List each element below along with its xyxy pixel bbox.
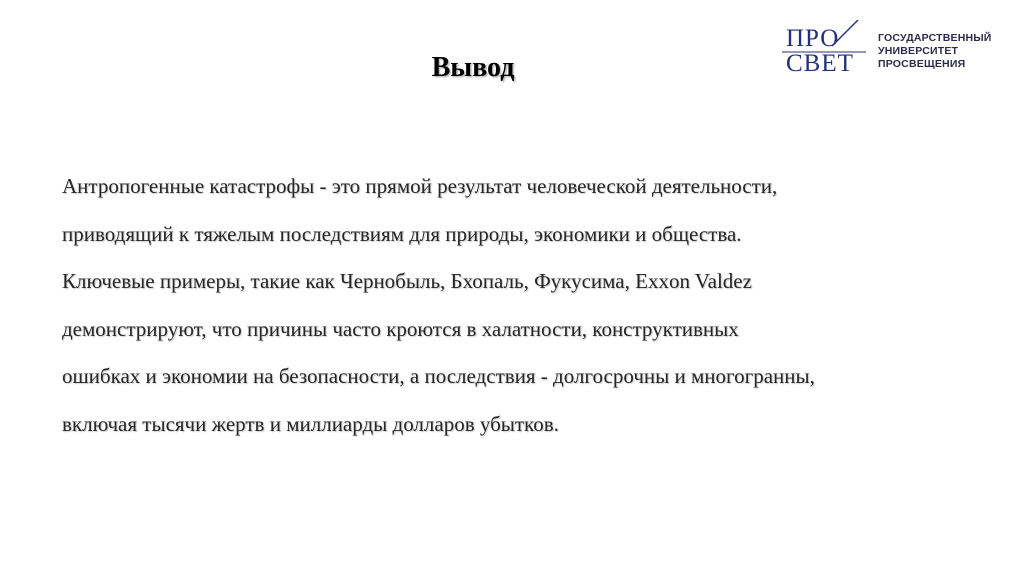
logo-word-pro: ПРО xyxy=(786,25,840,52)
body-line: включая тысячи жертв и миллиарды долларов убытков. xyxy=(62,411,559,436)
body-line: Антропогенные катастрофы - это прямой результат человеческой деятельности, xyxy=(62,174,778,198)
logo-word-svet: СВЕТ xyxy=(786,50,854,77)
slide-body xyxy=(62,163,1002,448)
body-line: демонстрируют, что причины часто кроются в халатности, конструктивных xyxy=(62,316,739,341)
logo-org-line: ГОСУДАРСТВЕННЫЙ xyxy=(878,32,992,44)
slide-title: Вывод xyxy=(431,52,515,83)
logo-org-line: ПРОСВЕЩЕНИЯ xyxy=(878,58,966,70)
logo-org-line: УНИВЕРСИТЕТ xyxy=(878,45,959,57)
body-line: приводящий к тяжелым последствиям для природы, экономики и общества. xyxy=(62,221,742,246)
body-line: ошибках и экономии на безопасности, а последствия - долгосрочны и многогранны, xyxy=(62,364,815,388)
body-line: Ключевые примеры, такие как Чернобыль, Бхопаль, Фукусима, Exxon Valdez xyxy=(62,269,752,293)
